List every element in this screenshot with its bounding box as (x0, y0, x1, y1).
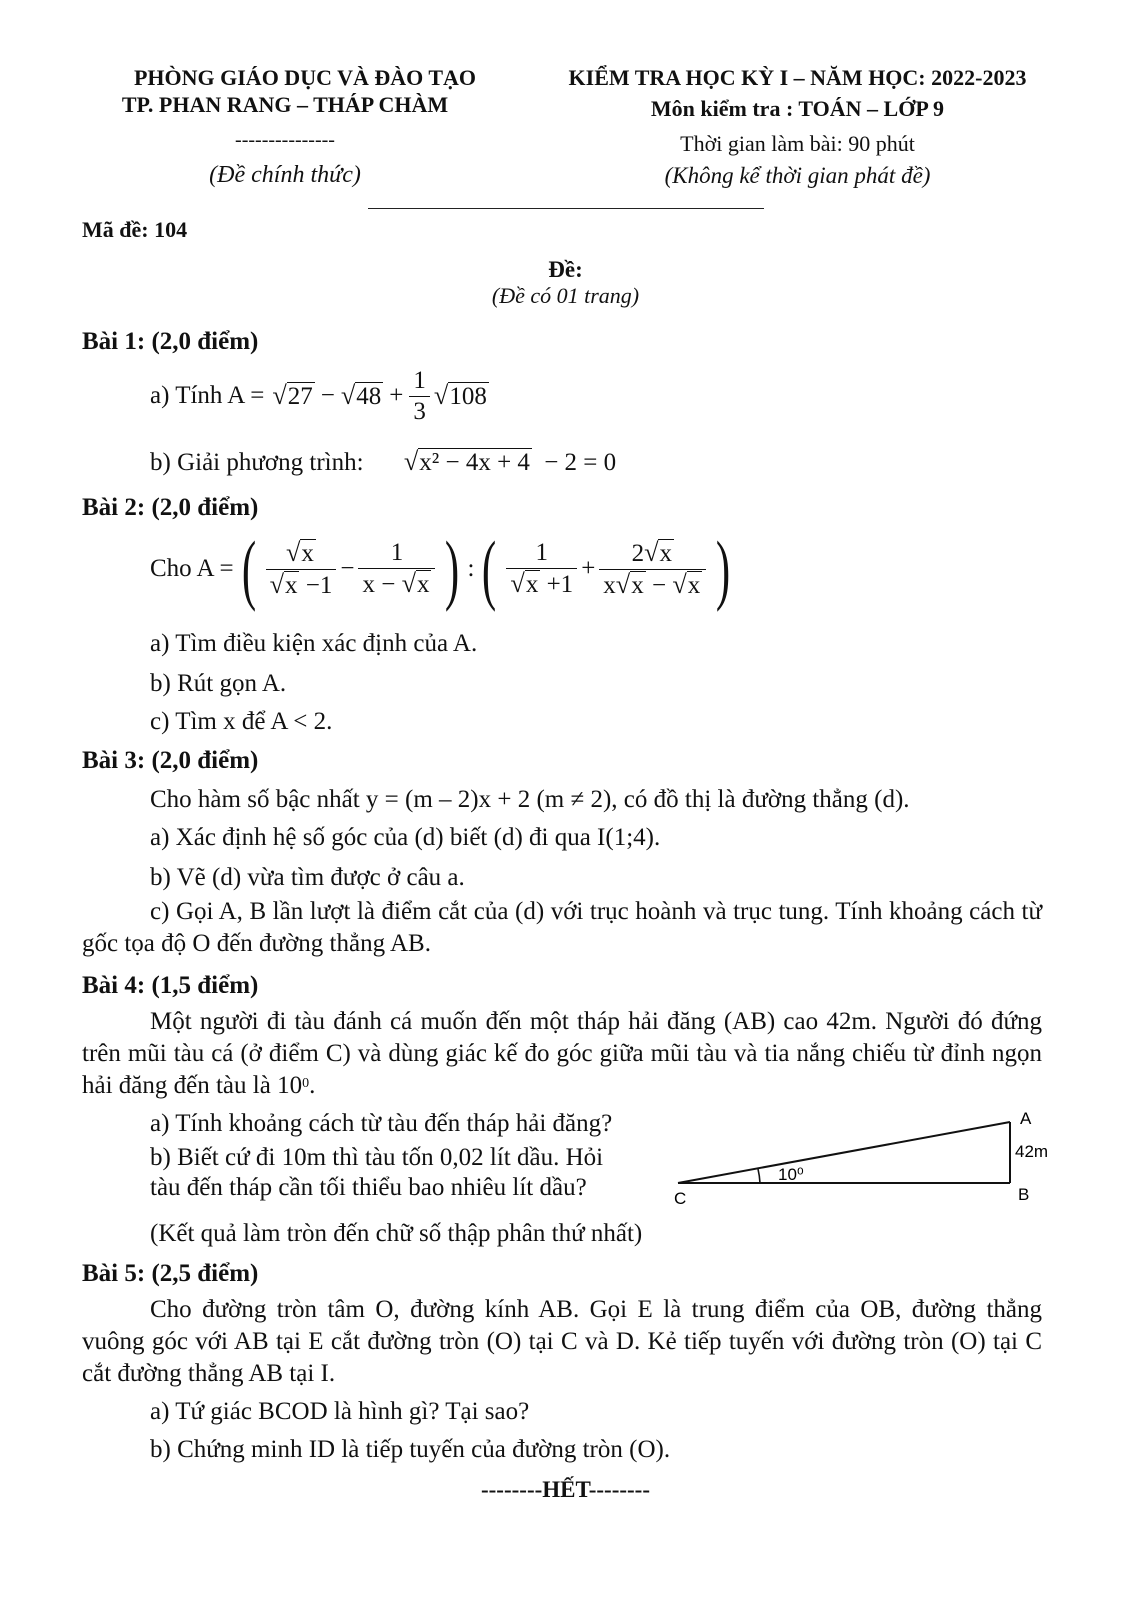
bai1-a-prefix: a) Tính A = (150, 382, 265, 410)
side-ca (678, 1122, 1010, 1183)
frac-4: $\frac{2√x}{x√x - √x}$ (599, 538, 706, 601)
page-count: (Đề có 01 trang) (491, 283, 640, 308)
bai2-cho: Cho A = (150, 555, 234, 583)
bai1-b-tail: − 2 = 0 (544, 449, 617, 476)
bai4-intro: Một người đi tàu đánh cá muốn đến một tháp hải đăng (AB) cao 42m. Người đó đứng trên mũi tàu cá (ở điểm C) và dùng giác kế đo góc giữa mũi tàu và tia nắng chiếu từ đỉnh ngọn hải đăng đến tàu là $10^0$. (82, 1008, 1042, 1099)
fraction-one-third: $\frac{1}{3}$ (409, 366, 430, 427)
bai1-heading: Bài 1: (2,0 điểm) (82, 328, 259, 355)
page-title: Đề: (548, 257, 583, 282)
bai2-expression: Cho A = ( $\frac{√x}{√x -1}$ − $\frac{1}{x - √x}$ ) : ( $\frac{1}{√x +1}$ + $\frac{2√x}{x√x - √x}$ ) (150, 525, 731, 612)
bai2-a: a) Tìm điều kiện xác định của A. (150, 630, 478, 657)
school-name: PHÒNG GIÁO DỤC VÀ ĐÀO TẠO (133, 65, 477, 90)
label-height: 42m (1015, 1142, 1049, 1161)
label-c: C (674, 1189, 687, 1208)
frac-2: $\frac{1}{x - √x}$ (358, 538, 435, 600)
bai4-note: (Kết quả làm tròn đến chữ số thập phân thứ nhất) (150, 1220, 643, 1247)
angle-arc (758, 1169, 760, 1183)
label-b: B (1018, 1185, 1030, 1204)
bai4-a: a) Tính khoảng cách từ tàu đến tháp hải đăng? (150, 1110, 613, 1137)
bai2-heading: Bài 2: (2,0 điểm) (82, 494, 259, 521)
bai1-b-prefix: b) Giải phương trình: (150, 449, 364, 476)
official-label: (Đề chính thức) (209, 162, 361, 188)
bai2-b: b) Rút gọn A. (150, 670, 287, 697)
header-divider (368, 208, 764, 209)
sqrt-108: √108 (433, 380, 487, 410)
bai3-a: a) Xác định hệ số góc của (d) biết (d) đi qua I(1;4). (150, 824, 661, 851)
exam-title: KIỂM TRA HỌC KỲ I – NĂM HỌC: 2022-2023 (568, 65, 1027, 90)
sqrt-48: √48 (340, 380, 382, 410)
exam-subject: Môn kiểm tra : TOÁN – LỚP 9 (650, 96, 945, 121)
bai1-b (150, 446, 616, 479)
header-dashes: --------------- (235, 129, 335, 151)
bai5-b: b) Chứng minh ID là tiếp tuyến của đường tròn (O). (150, 1436, 671, 1463)
bai4-heading: Bài 4: (1,5 điểm) (82, 972, 259, 999)
bai4-b-line1: b) Biết cứ đi 10m thì tàu tốn 0,02 lít dầu. Hỏi (150, 1144, 604, 1171)
exam-code: Mã đề: 104 (82, 217, 188, 242)
bai1-a: a) Tính A = √27 − √48 + $\frac{1}{3}$ √108 (150, 366, 487, 425)
bai5-intro: Cho đường tròn tâm O, đường kính AB. Gọi E là trung điểm của OB, đường thẳng vuông góc với AB tại E cắt đường tròn (O) tại C và D. Kẻ tiếp tuyến với đường tròn (O) tại C cắt đường thẳng AB tại I. (82, 1296, 1042, 1387)
frac-3: $\frac{1}{√x +1}$ (506, 538, 577, 600)
bai4-b-line2: tàu đến tháp cần tối thiểu bao nhiêu lít dầu? (150, 1174, 587, 1201)
sqrt-27: √27 (272, 380, 313, 410)
bai5-heading: Bài 5: (2,5 điểm) (82, 1260, 259, 1287)
bai3-heading: Bài 3: (2,0 điểm) (82, 747, 259, 774)
sqrt-quadratic: √x² − 4x + 4 (403, 447, 530, 476)
school-city: TP. PHAN RANG – THÁP CHÀM (121, 92, 449, 117)
bai2-c: c) Tìm x để A < 2. (150, 708, 333, 735)
bai3-c: c) Gọi A, B lần lượt là điểm cắt của (d) với trục hoành và trục tung. Tính khoảng cách từ gốc tọa độ O đến đường thẳng AB. (82, 898, 1042, 957)
exam-duration: Thời gian làm bài: 90 phút (680, 131, 915, 156)
label-angle: 10⁰ (778, 1165, 804, 1184)
lighthouse-diagram (660, 1100, 1060, 1210)
end-marker: --------HẾT-------- (480, 1477, 650, 1502)
bai5-a: a) Tứ giác BCOD là hình gì? Tại sao? (150, 1398, 530, 1425)
frac-1: $\frac{√x}{√x -1}$ (266, 538, 337, 601)
bai3-intro: Cho hàm số bậc nhất y = (m – 2)x + 2 (m ≠ 2), có đồ thị là đường thẳng (d). (150, 786, 910, 813)
label-a: A (1020, 1109, 1032, 1128)
exam-duration-note: (Không kể thời gian phát đề) (664, 163, 931, 188)
bai3-b: b) Vẽ (d) vừa tìm được ở câu a. (150, 864, 465, 891)
